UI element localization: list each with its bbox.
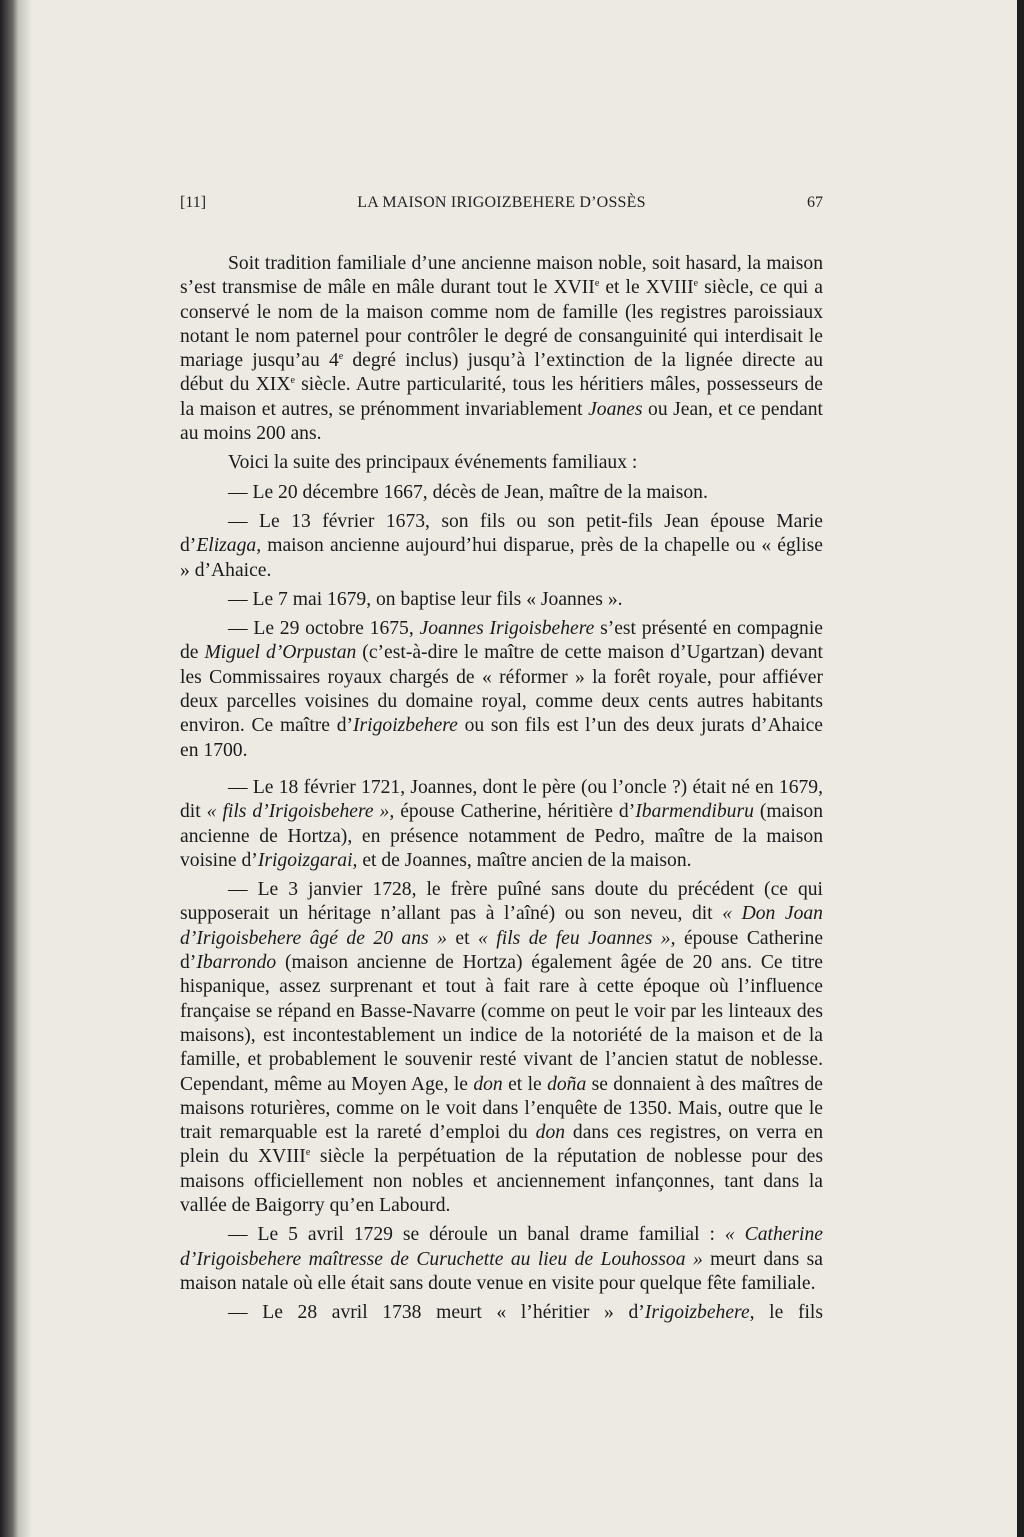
italic-text: Miguel d’Orpustan — [204, 642, 357, 664]
text-run: ou Jean, et ce pendant au moins 200 ans. — [180, 398, 823, 445]
italic-text: don — [473, 1073, 503, 1095]
running-header — [180, 194, 823, 218]
text-run: et le — [502, 1073, 548, 1095]
text-run: — Le 28 avril 1738 meurt « l’héritier » d’ — [228, 1302, 645, 1324]
text-run: dans ces registres, on verra en plein du XVIII — [180, 1122, 824, 1168]
italic-text: Irigoizbehere, — [644, 1302, 755, 1324]
paragraph — [180, 776, 823, 873]
text-run: Soit tradition familiale d’une ancienne maison noble, soit hasard, la maison s’est transmise de mâle en mâle durant tout le XVII — [180, 253, 823, 299]
page-shadow — [18, 0, 32, 1537]
text-run: siècle la perpétuation de la réputation de noblesse pour des maisons officiellement non nobles et anciennement infançonnes, tant dans la vallée de Baigorry qu’en Labourd. — [180, 1146, 823, 1216]
text-run: et le XVIII — [599, 277, 694, 299]
paragraph — [180, 878, 823, 1218]
text-run: — Le 7 mai 1679, on baptise leur fils « Joannes ». — [228, 588, 623, 610]
text-run: épouse Catherine, héritière d’ — [394, 801, 636, 823]
italic-text: Elizaga, — [196, 535, 262, 557]
italic-text: Joannes Irigoisbehere — [419, 618, 595, 640]
superscript: e — [305, 1147, 311, 1159]
italic-text: « fils d’Irigoisbehere », — [206, 801, 395, 823]
italic-text: don — [535, 1122, 566, 1144]
text-run: siècle, ce qui a conservé le nom de la maison comme nom de famille (les registres paroissiaux notant le nom paternel pour contrôler le degré de consanguinité qui interdisait le mariage jusqu’au 4 — [180, 277, 823, 372]
running-title: LA MAISON IRIGOIZBEHERE D’OSSÈS — [357, 194, 646, 211]
section-number: [11] — [180, 194, 207, 211]
text-run: (maison ancienne de Hortza) également âgée de 20 ans. Ce titre hispanique, assez surprenant et tout à fait rare à cette époque où l’influence française se répand en Basse-Navarre (comme on peut le voir par les linteaux des maisons), est incontestablement un indice de la notoriété de la maison et de la famille, et probablement le souvenir resté vivant de l’ancien statut de noblesse. Cependant, même au Moyen Age, le — [180, 952, 823, 1095]
text-run: épouse Catherine d’ — [180, 927, 824, 974]
text-run: le fils — [754, 1302, 823, 1324]
text-run: et de Joannes, maître ancien de la maison. — [357, 849, 692, 871]
italic-text: Ibarrondo — [196, 952, 277, 974]
text-run: maison ancienne aujourd’hui disparue, près de la chapelle ou « église » d’Ahaice. — [180, 535, 823, 581]
paragraph — [180, 588, 823, 612]
italic-text: Joanes — [588, 398, 643, 420]
text-run: — Le 3 janvier 1728, le frère puîné sans doute du précédent (ce qui supposerait un héritage n’allant pas à l’aîné) ou son neveu, dit — [180, 879, 823, 925]
paragraph — [180, 481, 823, 505]
paragraph — [180, 1301, 823, 1325]
text-run: Voici la suite des principaux événements familiaux : — [228, 452, 638, 474]
superscript: e — [693, 278, 699, 290]
text-run: — Le 20 décembre 1667, décès de Jean, maître de la maison. — [228, 481, 708, 503]
paragraph — [180, 451, 823, 475]
text-run: — Le 5 avril 1729 se déroule un banal drame familial : — [228, 1224, 725, 1246]
paragraph — [180, 252, 823, 446]
italic-text: Irigoizbehere — [353, 715, 458, 737]
paragraph — [180, 617, 823, 763]
page-number: 67 — [807, 194, 823, 211]
text-run: meurt dans sa maison natale où elle était sans doute venue en visite pour quelque fête familiale. — [180, 1248, 823, 1294]
text-run: (c’est-à-dire le maître de cette maison d’Ugartzan) devant les Commissaires royaux chargés de « réformer » la forêt royale, pour affiéver deux parcelles voisines du domaine royal, comme deux cents autres habitants environ. Ce maître d’ — [180, 642, 823, 737]
text-run: — Le 13 février 1673, son fils ou son petit-fils Jean épouse Marie d’ — [180, 510, 823, 557]
italic-text: « Catherine d’Irigoisbehere maîtresse de Curuchette au lieu de Louhossoa » — [180, 1224, 823, 1270]
text-run: (maison ancienne de Hortza), en présence notamment de Pedro, maître de la maison voisine d’ — [180, 801, 823, 871]
text-run: siècle. Autre particularité, tous les héritiers mâles, possesseurs de la maison et autres, se prénomment invariablement — [180, 374, 823, 420]
italic-text: doña — [547, 1073, 587, 1095]
body-text — [180, 252, 823, 1330]
superscript: e — [594, 278, 600, 290]
italic-text: « fils de feu Joannes », — [478, 927, 676, 949]
paragraph — [180, 1223, 823, 1296]
superscript: e — [338, 351, 344, 363]
text-run: degré inclus) jusqu’à l’extinction de la lignée directe au début du XIX — [180, 350, 824, 396]
text-run: ou son fils est l’un des deux jurats d’Ahaice en 1700. — [180, 715, 823, 761]
superscript: e — [290, 375, 295, 387]
italic-text: « Don Joan d’Irigoisbehere âgé de 20 ans » — [180, 903, 823, 949]
text-run: s’est présenté en compagnie de — [180, 618, 823, 664]
book-gutter — [0, 0, 18, 1537]
text-run: — Le 29 octobre 1675, — [228, 618, 420, 640]
text-run: — Le 18 février 1721, Joannes, dont le père (ou l’oncle ?) était né en 1679, dit — [180, 776, 823, 823]
text-run: se donnaient à des maîtres de maisons roturières, comme on le voit dans l’enquête de 1350. Mais, outre que le trait remarquable est la rareté d’emploi du — [180, 1073, 823, 1144]
text-run: et — [446, 927, 479, 949]
page-edge — [1017, 0, 1024, 1537]
italic-text: Ibarmendiburu — [635, 801, 754, 823]
italic-text: Irigoizgarai, — [257, 849, 358, 871]
paragraph — [180, 510, 823, 583]
